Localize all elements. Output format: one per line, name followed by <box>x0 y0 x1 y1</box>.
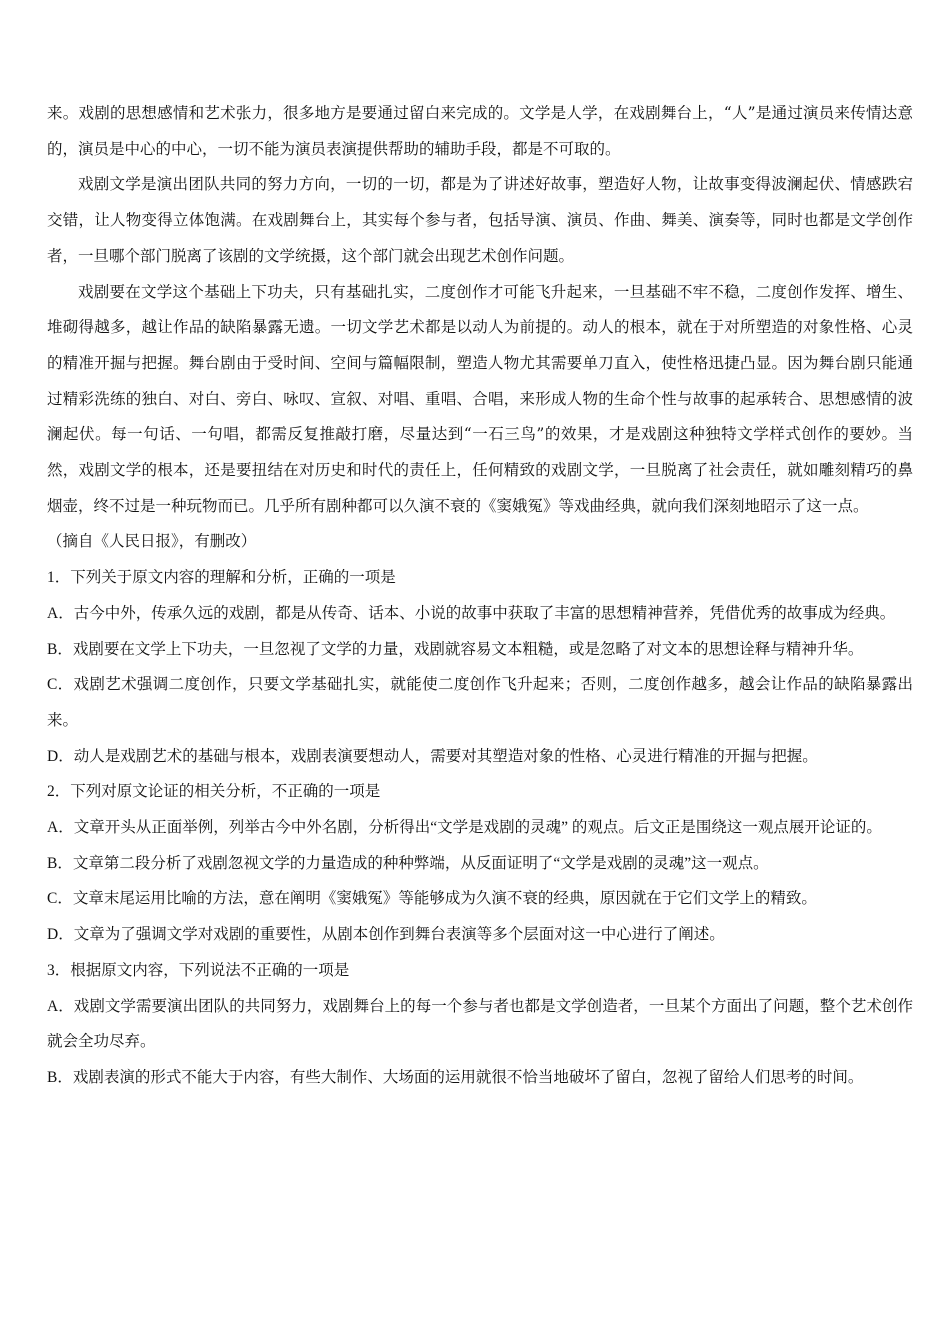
question-2-stem: 2．下列对原文论证的相关分析，不正确的一项是 <box>47 783 381 801</box>
question-2-option-b: B．文章第二段分析了戏剧忽视文学的力量造成的种种弊端，从反面证明了“文学是戏剧的灵魂”这一观点。 <box>47 854 769 872</box>
question-3-option-b: B．戏剧表演的形式不能大于内容，有些大制作、大场面的运用就很不恰当地破坏了留白，忽视了留给人们思考的时间。 <box>47 1068 864 1086</box>
passage-paragraph-3: 戏剧要在文学这个基础上下功夫，只有基础扎实，二度创作才可能飞升起来，一旦基础不牢不稳，二度创作发挥、增生、堆砌得越多，越让作品的缺陷暴露无遗。一切文学艺术都是以动人为前提的。动人的根本，就在于对所塑造的对象性格、心灵的精准开掘与把握。舞台剧由于受时间、空间与篇幅限制，塑造人物尤其需要单刀直入，使性格迅捷凸显。因为舞台剧只能通过精彩洗练的独白、对白、旁白、咏叹、宣叙、对唱、重唱、合唱，来形成人物的生命个性与故事的起承转合、思想感情的波澜起伏。每一句话、一句唱，都需反复推敲打磨，尽量达到“一石三鸟”的效果，才是戏剧这种独特文学样式创作的要妙。当然，戏剧文学的根本，还是要扭结在对历史和时代的责任上，任何精致的戏剧文学，一旦脱离了社会责任，就如雕刻精巧的鼻烟壶，终不过是一种玩物而已。几乎所有剧种都可以久演不衰的《窦娥冤》等戏曲经典，就向我们深刻地昭示了这一点。 <box>47 282 913 515</box>
question-3-stem: 3．根据原文内容，下列说法不正确的一项是 <box>47 961 350 979</box>
question-1-option-c: C．戏剧艺术强调二度创作，只要文学基础扎实，就能使二度创作飞升起来；否则，二度创作越多，越会让作品的缺陷暴露出来。 <box>47 676 913 729</box>
question-1-option-b: B．戏剧要在文学上下功夫，一旦忽视了文学的力量，戏剧就容易文本粗糙，或是忽略了对文本的思想诠释与精神升华。 <box>47 640 864 658</box>
question-2-option-a: A．文章开头从正面举例，列举古今中外名剧，分析得出“文学是戏剧的灵魂” 的观点。后文正是围绕这一观点展开论证的。 <box>47 819 882 837</box>
passage-paragraph-2: 戏剧文学是演出团队共同的努力方向，一切的一切，都是为了讲述好故事，塑造好人物，让故事变得波澜起伏、情感跌宕交错，让人物变得立体饱满。在戏剧舞台上，其实每个参与者，包括导演、演员、作曲、舞美、演奏等，同时也都是文学创作者，一旦哪个部门脱离了该剧的文学统摄，这个部门就会出现艺术创作问题。 <box>47 175 913 265</box>
passage-source: （摘自《人民日报》，有删改） <box>47 532 257 551</box>
question-1-stem: 1．下列关于原文内容的理解和分析，正确的一项是 <box>47 569 396 587</box>
question-1-option-d: D．动人是戏剧艺术的基础与根本，戏剧表演要想动人，需要对其塑造对象的性格、心灵进行精准的开掘与把握。 <box>47 747 818 765</box>
question-1-option-a: A．古今中外，传承久远的戏剧，都是从传奇、话本、小说的故事中获取了丰富的思想精神营养，凭借优秀的故事成为经典。 <box>47 604 896 622</box>
question-2-option-d: D．文章为了强调文学对戏剧的重要性，从剧本创作到舞台表演等多个层面对这一中心进行了阐述。 <box>47 926 725 944</box>
exam-page <box>47 96 913 1096</box>
question-2-option-c: C．文章末尾运用比喻的方法，意在阐明《窦娥冤》等能够成为久演不衰的经典，原因就在于它们文学上的精致。 <box>47 890 817 908</box>
question-3-option-a: A．戏剧文学需要演出团队的共同努力，戏剧舞台上的每一个参与者也都是文学创造者，一旦某个方面出了问题，整个艺术创作就会全功尽弃。 <box>47 997 913 1051</box>
passage-paragraph-1: 来。戏剧的思想感情和艺术张力，很多地方是要通过留白来完成的。文学是人学，在戏剧舞台上，“人”是通过演员来传情达意的，演员是中心的中心，一切不能为演员表演提供帮助的辅助手段，都是不可取的。 <box>47 104 913 158</box>
